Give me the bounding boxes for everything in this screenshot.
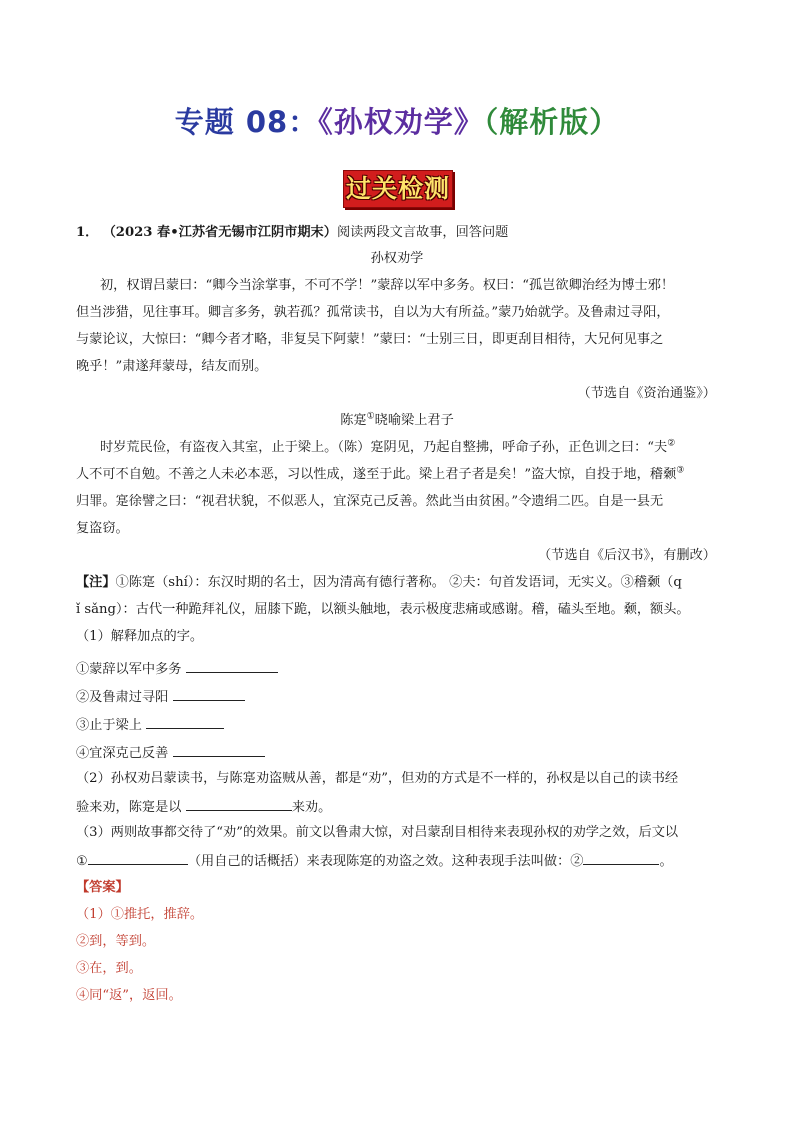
passage1-line-4: 晚乎！”肃遂拜蒙母，结友而别。 (76, 359, 268, 374)
sub3-line-1: （3）两则故事都交待了“劝”的效果。前文以鲁肃大惊，对吕蒙刮目相待来表现孙权的劝学之效，后文以 (76, 825, 679, 840)
notes-line-1 (76, 573, 682, 593)
section-banner: 过关检测 (343, 170, 453, 208)
answer-line-4: ④同“返”，返回。 (76, 988, 182, 1003)
sub1-item-1 (76, 658, 278, 680)
question-header (76, 223, 508, 243)
sub1-item-4 (76, 742, 265, 764)
footnote-marker: ① (366, 411, 375, 422)
passage2-line-2 (76, 465, 684, 485)
passage1-line-3: 与蒙论议，大惊曰：“卿今者才略，非复吴下阿蒙！”蒙曰：“士别三日，即更刮目相待，大兄何见事之 (76, 332, 664, 347)
sub1-item-2-text: ②及鲁肃过寻阳 (76, 690, 169, 705)
notes-line-2: ǐ sǎng）：古代一种跪拜礼仪，屈膝下跪，以额头触地，表示极度悲痛或感谢。稽，磕头至地。颡，额头。 (76, 602, 690, 617)
sub2-line-2-text-a: 验来劝，陈寔是以 (76, 800, 182, 815)
answer-blank[interactable] (146, 714, 224, 729)
notes-text-1: ①陈寔（shí）：东汉时期的名士，因为清高有德行著称。 ②夫：句首发语词，无实义。③稽颡（q (115, 575, 682, 590)
answer-blank[interactable] (88, 850, 188, 865)
passage1-title: 孙权劝学 (370, 251, 424, 266)
passage1-source: （节选自《资治通鉴》） (577, 386, 716, 401)
title-prefix: 专题 08： (174, 105, 319, 139)
answer-blank[interactable] (173, 742, 265, 757)
sub1-prompt: （1）解释加点的字。 (76, 629, 204, 644)
answer-blank[interactable] (186, 658, 278, 673)
answer-line-3: ③在，到。 (76, 961, 142, 976)
sub1-item-3 (76, 714, 224, 736)
passage2-title-a: 陈寔 (340, 413, 367, 428)
sub1-item-4-text: ④宜深克己反善 (76, 746, 169, 761)
question-prompt: 阅读两段文言故事，回答问题 (336, 225, 509, 240)
sub3-line-2-text-c: 。 (659, 854, 673, 869)
title-main: 《孙权劝学》 (318, 105, 484, 139)
passage2-line-4: 复盗窃。 (76, 521, 129, 536)
footnote-marker: ③ (676, 465, 685, 476)
passage1-line-1: 初，权谓吕蒙曰：“卿今当涂掌事，不可不学！”蒙辞以军中多务。权曰：“孤岂欲卿治经为博士邪！ (100, 278, 675, 293)
page-title (0, 102, 794, 142)
passage2-line-1-text: 时岁荒民俭，有盗夜入其室，止于梁上。（陈）寔阴见，乃起自整拂，呼命子孙，正色训之曰：“夫 (100, 440, 668, 455)
passage2-title-b: 晓喻梁上君子 (374, 413, 454, 428)
sub3-line-2-text-b: （用自己的话概括）来表现陈寔的劝盗之效。这种表现手法叫做：② (187, 854, 584, 869)
question-source: （2023 春•江苏省无锡市江阴市期末） (102, 225, 337, 240)
notes-label: 【注】 (76, 575, 116, 590)
title-suffix: （解析版） (483, 105, 620, 139)
sub1-item-2 (76, 686, 245, 708)
answer-blank[interactable] (173, 686, 245, 701)
passage2-title (0, 411, 794, 431)
sub3-line-2 (76, 850, 673, 872)
sub2-line-2-text-b: 来劝。 (291, 800, 332, 815)
answer-line-1: （1）①推托，推辞。 (76, 907, 204, 922)
answer-line-2: ②到，等到。 (76, 934, 156, 949)
passage2-line-2-text: 人不可不自勉。不善之人未必本恶，习以性成，遂至于此。梁上君子者是矣！”盗大惊，自投于地，稽颡 (76, 467, 677, 482)
passage2-source: （节选自《后汉书》，有删改） (537, 548, 716, 563)
passage1-line-2: 但当涉猎，见往事耳。卿言多务，孰若孤？孤常读书，自以为大有所益。”蒙乃始就学。及鲁肃过寻阳， (76, 305, 670, 320)
passage2-line-3: 归罪。寔徐譬之曰：“视君状貌，不似恶人，宜深克己反善。然此当由贫困。”令遗绢二匹。自是一县无 (76, 494, 664, 509)
passage2-line-1 (100, 438, 675, 458)
sub3-line-2-text-a: ① (76, 854, 88, 869)
answer-blank[interactable] (186, 796, 292, 811)
answer-label: 【答案】 (76, 880, 129, 895)
sub2-line-1: （2）孙权劝吕蒙读书，与陈寔劝盗贼从善，都是“劝”，但劝的方式是不一样的，孙权是以自己的读书经 (76, 771, 679, 786)
sub1-item-1-text: ①蒙辞以军中多务 (76, 662, 182, 677)
question-number: 1． (76, 225, 99, 240)
sub1-item-3-text: ③止于梁上 (76, 718, 142, 733)
answer-blank[interactable] (583, 850, 659, 865)
sub2-line-2 (76, 796, 331, 818)
footnote-marker: ② (667, 438, 676, 449)
